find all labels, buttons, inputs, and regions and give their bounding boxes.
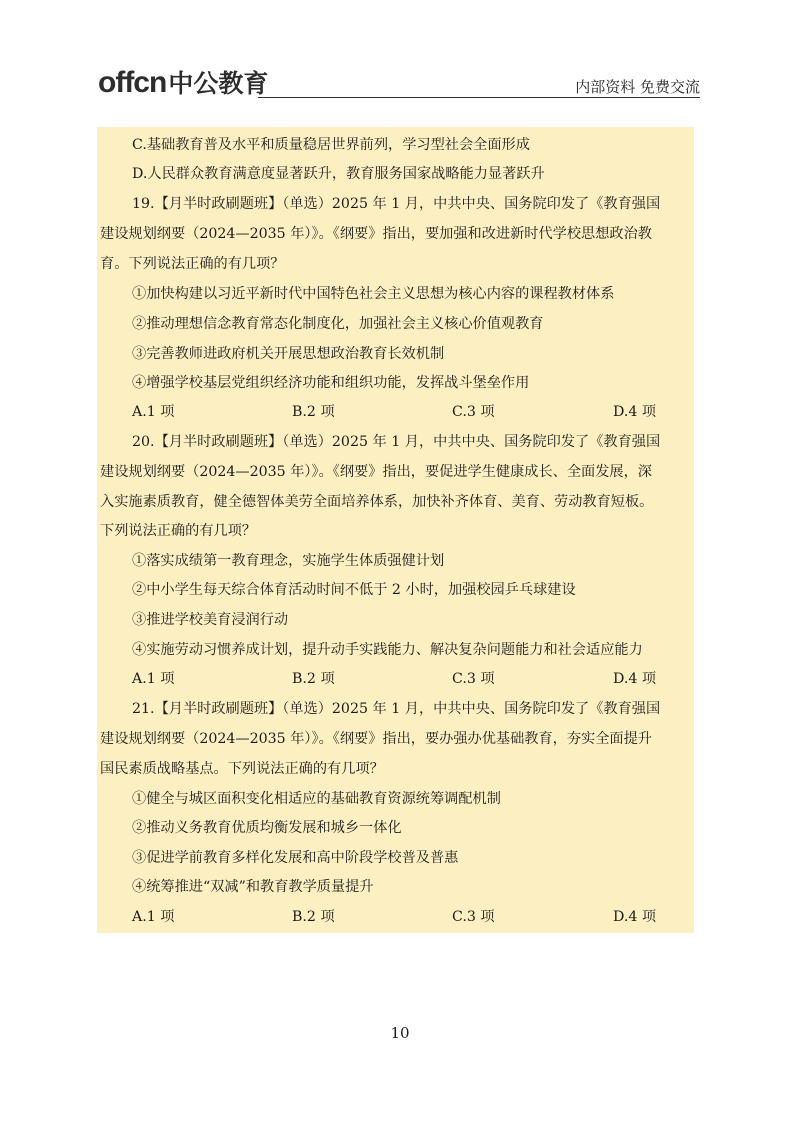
question-21-stem: 国民素质战略基点。下列说法正确的有几项？ [100,761,384,777]
statement-item: ①落实成绩第一教育理念，实施学生体质强健计划 [132,553,445,569]
statement-item: ④增强学校基层党组织经济功能和组织功能，发挥战斗堡垒作用 [132,375,530,391]
choice-b: B.2 项 [292,404,335,420]
statement-item: ③推进学校美育浸润行动 [132,612,289,628]
choice-a: A.1 项 [132,909,175,925]
choice-a: A.1 项 [132,671,175,687]
choice-c: C.3 项 [452,671,495,687]
statement-item: ④统筹推进“双减”和教育教学质量提升 [132,879,374,895]
question-19-stem: 育。下列说法正确的有几项？ [100,256,285,272]
statement-item: ②中小学生每天综合体育活动时间不低于 2 小时，加强校园乒乓球建设 [132,582,576,598]
question-20-stem: 下列说法正确的有几项？ [100,523,257,539]
option-line: C.基础教育普及水平和质量稳居世界前列，学习型社会全面形成 [132,137,530,153]
question-19-stem: 建设规划纲要（2024—2035 年）》。《纲要》指出，要加强和改进新时代学校思想政治教 [100,226,652,242]
logo-latin-text: offcn [98,66,167,99]
page-number: 10 [390,1024,410,1042]
page-header [98,62,700,102]
question-20-stem: 建设规划纲要（2024—2035 年）》。《纲要》指出，要促进学生健康成长、全面发展，深 [100,464,652,480]
choice-b: B.2 项 [292,909,335,925]
option-line: D.人民群众教育满意度显著跃升，教育服务国家战略能力显著跃升 [132,166,545,182]
statement-item: ②推动理想信念教育常态化制度化，加强社会主义核心价值观教育 [132,316,544,332]
choice-c: C.3 项 [452,404,495,420]
statement-item: ④实施劳动习惯养成计划，提升动手实践能力、解决复杂问题能力和社会适应能力 [132,642,643,658]
choice-b: B.2 项 [292,671,335,687]
choice-c: C.3 项 [452,909,495,925]
choice-a: A.1 项 [132,404,175,420]
choice-d: D.4 项 [613,909,657,925]
statement-item: ③促进学前教育多样化发展和高中阶段学校普及普惠 [132,850,459,866]
offcn-logo [98,64,268,100]
question-20-stem: 20.【月半时政刷题班】（单选）2025 年 1 月，中共中央、国务院印发了《教育强国 [132,434,661,450]
choice-d: D.4 项 [613,671,657,687]
statement-item: ③完善教师进政府机关开展思想政治教育长效机制 [132,346,445,362]
statement-item: ①加快构建以习近平新时代中国特色社会主义思想为核心内容的课程教材体系 [132,286,615,302]
question-20-stem: 入实施素质教育，健全德智体美劳全面培养体系，加快补齐体育、美育、劳动教育短板。 [100,494,654,510]
statement-item: ②推动义务教育优质均衡发展和城乡一体化 [132,820,402,836]
question-21-stem: 建设规划纲要（2024—2035 年）》。《纲要》指出，要办强办优基础教育，夯实全面提升 [100,731,652,747]
logo-chinese-text: 中公教育 [168,69,269,98]
question-19-stem: 19.【月半时政刷题班】（单选）2025 年 1 月，中共中央、国务院印发了《教育强国 [132,196,661,212]
choice-d: D.4 项 [613,404,657,420]
question-21-stem: 21.【月半时政刷题班】（单选）2025 年 1 月，中共中央、国务院印发了《教育强国 [132,701,661,717]
question-panel [97,127,694,933]
statement-item: ①健全与城区面积变化相适应的基础教育资源统筹调配机制 [132,791,501,807]
header-rule [258,97,700,98]
header-note: 内部资料 免费交流 [575,78,700,96]
